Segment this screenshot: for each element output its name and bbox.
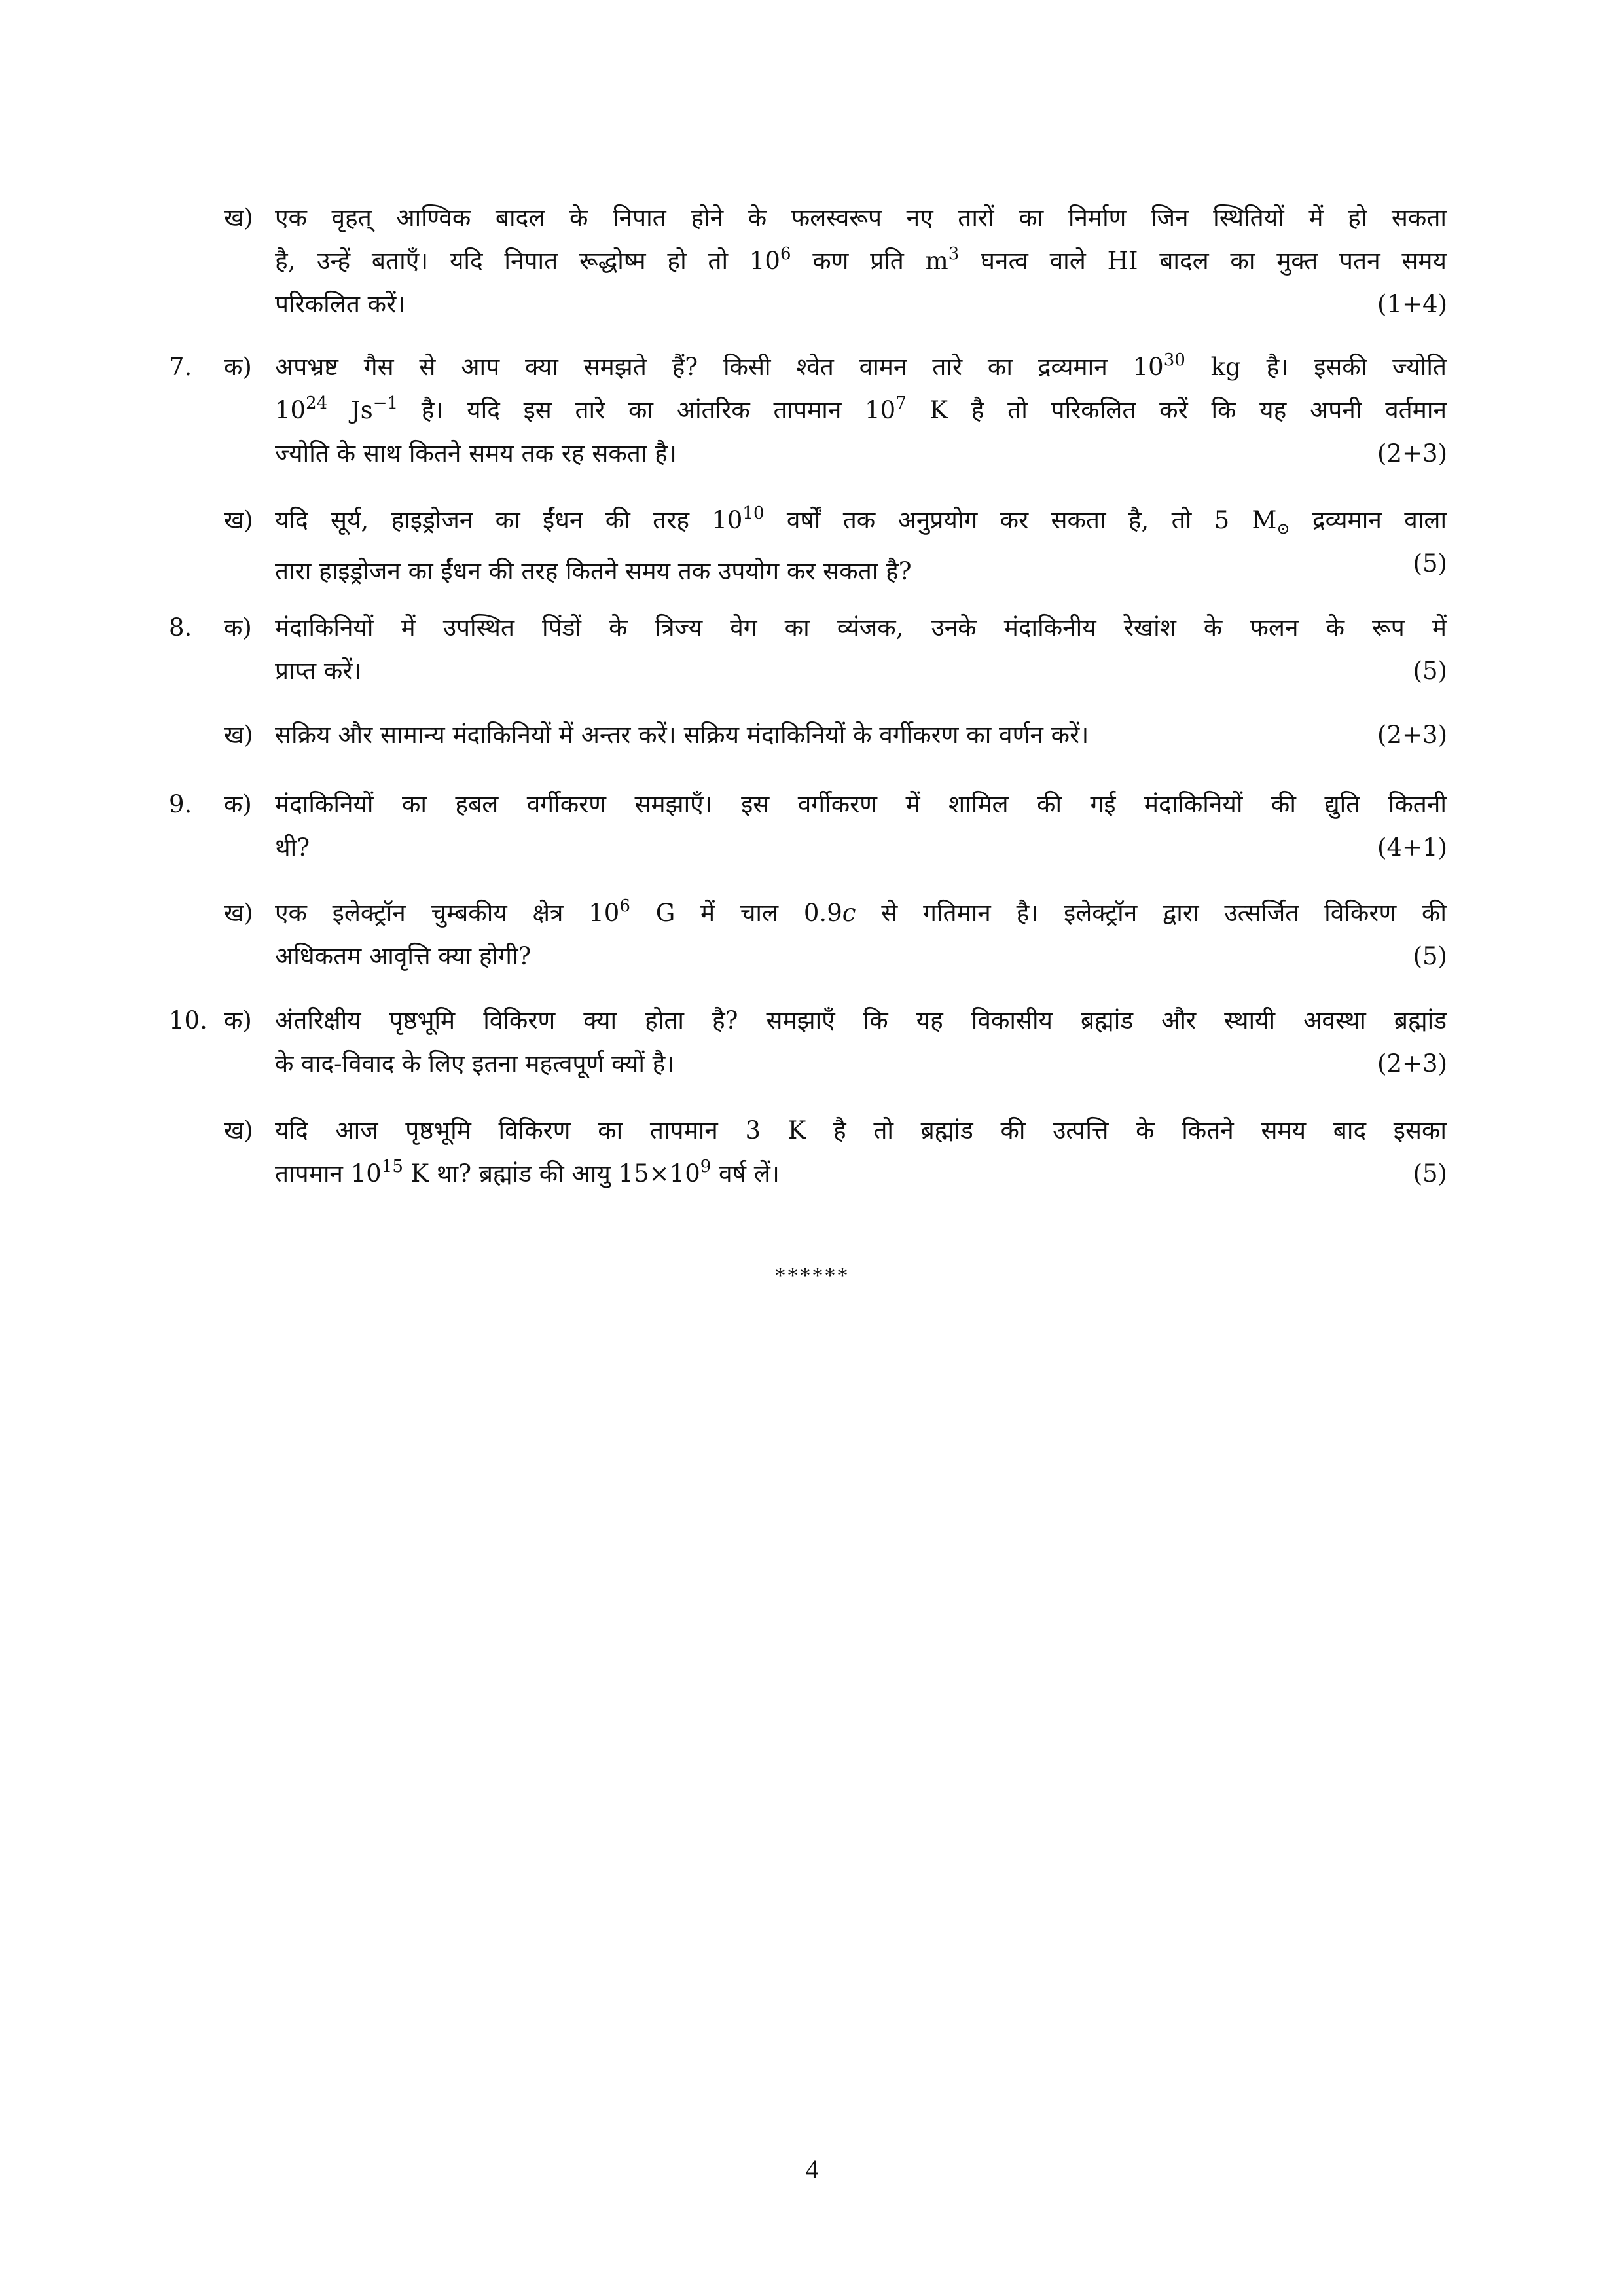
question-text — [275, 1109, 1447, 1195]
question-line: है, उन्हें बताएँ। यदि निपात रूद्धोष्म हो तो $10^6$ कण प्रति $m^3$ घनत्व वाले HI बादल का मुक्त पतन समय — [275, 244, 1447, 275]
section-separator: ****** — [774, 1264, 850, 1288]
question-label: क) — [224, 790, 252, 818]
question-text — [275, 196, 1447, 326]
question-label: क) — [224, 613, 252, 642]
question-label: ख) — [224, 204, 253, 232]
question-line: एक इलेक्ट्रॉन चुम्बकीय क्षेत्र $10^6$ G में चाल 0.9c से गतिमान है। इलेक्ट्रॉन द्वारा उत्सर्जित विकिरण की — [275, 896, 1447, 927]
question-label: ख) — [224, 721, 253, 749]
question-number: 8. — [169, 613, 192, 642]
marks: (5) — [1413, 942, 1447, 970]
question-line: परिकलित करें। — [275, 290, 406, 318]
question-line: एक वृहत् आण्विक बादल के निपात होने के फलस्वरूप नए तारों का निर्माण जिन स्थितियों में हो सकता — [275, 204, 1447, 232]
question-text — [275, 999, 1447, 1085]
question-number: 7. — [169, 353, 192, 381]
question-line: यदि आज पृष्ठभूमि विकिरण का तापमान 3 K है तो ब्रह्मांड की उत्पत्ति के कितने समय बाद इसका — [275, 1116, 1447, 1144]
question-line: मंदाकिनियों में उपस्थित पिंडों के त्रिज्य वेग का व्यंजक, उनके मंदाकिनीय रेखांश के फलन के रूप में — [275, 613, 1447, 642]
marks: (5) — [1413, 549, 1447, 577]
marks: (5) — [1413, 657, 1447, 685]
question-line: यदि सूर्य, हाइड्रोजन का ईंधन की तरह $10^{10}$ वर्षों तक अनुप्रयोग कर सकता है, तो 5 $M_⊙$ द्रव्यमान वाला — [275, 503, 1447, 538]
question-line: तारा हाइड्रोजन का ईंधन की तरह कितने समय तक उपयोग कर सकता है? — [275, 557, 912, 586]
question-line: $10^{24}$ $Js^{-1}$ है। यदि इस तारे का आंतरिक तापमान $10^7$ K है तो परिकलित करें कि यह अपनी वर्तमान — [275, 393, 1447, 424]
question-text — [275, 892, 1447, 978]
question-line: सक्रिय और सामान्य मंदाकिनियों में अन्तर करें। सक्रिय मंदाकिनियों के वर्गीकरण का वर्णन करें। — [275, 721, 1089, 749]
question-line: तापमान $10^{15}$ K था? ब्रह्मांड की आयु $15\times 10^9$ वर्ष लें। — [275, 1157, 780, 1188]
question-text — [275, 606, 1447, 693]
question-label: ख) — [224, 506, 253, 534]
marks: (5) — [1413, 1159, 1447, 1188]
question-text — [275, 714, 1447, 757]
question-label: क) — [224, 353, 252, 381]
page-number: 4 — [805, 2155, 819, 2184]
question-line: अंतरिक्षीय पृष्ठभूमि विकिरण क्या होता है? समझाएँ कि यह विकासीय ब्रह्मांड और स्थायी अवस्था ब्रह्मांड — [275, 1006, 1447, 1034]
question-line: थी? — [275, 833, 310, 862]
marks: (1+4) — [1377, 290, 1447, 318]
question-line: अधिकतम आवृत्ति क्या होगी? — [275, 942, 532, 970]
question-number: 10. — [169, 1006, 208, 1034]
question-number: 9. — [169, 790, 192, 818]
question-line: अपभ्रष्ट गैस से आप क्या समझते हैं? किसी श्वेत वामन तारे का द्रव्यमान $10^{30}$ kg है। इसकी ज्योति — [275, 350, 1447, 381]
question-line: मंदाकिनियों का हबल वर्गीकरण समझाएँ। इस वर्गीकरण में शामिल की गई मंदाकिनियों की द्युति कितनी — [275, 790, 1447, 818]
marks: (2+3) — [1377, 1049, 1447, 1078]
marks: (2+3) — [1377, 721, 1447, 749]
marks: (2+3) — [1377, 439, 1447, 467]
question-text — [275, 346, 1447, 475]
question-line: प्राप्त करें। — [275, 657, 362, 685]
question-text — [275, 783, 1447, 869]
question-label: ख) — [224, 1116, 253, 1144]
question-text — [275, 499, 1447, 593]
marks: (4+1) — [1377, 833, 1447, 862]
question-line: ज्योति के साथ कितने समय तक रह सकता है। — [275, 439, 677, 467]
question-label: ख) — [224, 899, 253, 927]
question-line: के वाद-विवाद के लिए इतना महत्वपूर्ण क्यों है। — [275, 1049, 675, 1078]
question-label: क) — [224, 1006, 252, 1034]
